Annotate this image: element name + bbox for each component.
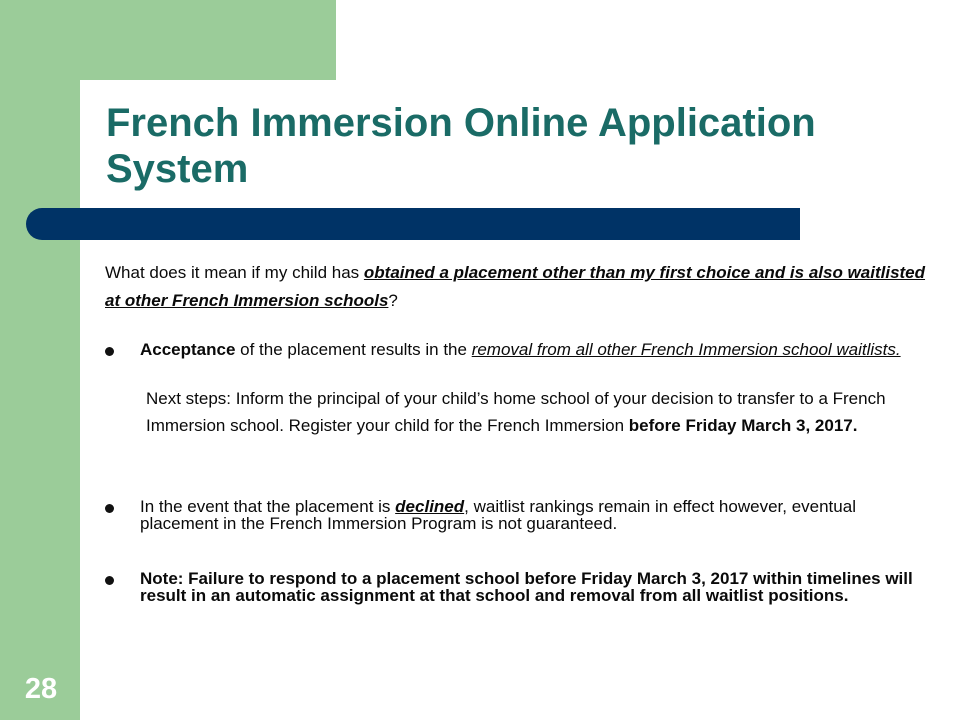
next-steps-text bbox=[146, 385, 926, 439]
question-text bbox=[105, 259, 935, 315]
note-text: Note: Failure to respond to a placement school before Friday March 3, 2017 within timelines will result in an automatic assignment at that school and removal from all waitlist positions. bbox=[140, 569, 913, 605]
slide-title: French Immersion Online Application System bbox=[106, 101, 816, 191]
question-post: ? bbox=[388, 291, 398, 310]
acceptance-label: Acceptance bbox=[140, 340, 236, 359]
bullet-text bbox=[140, 341, 930, 358]
title-underline-bar bbox=[26, 208, 800, 240]
bullet-dot bbox=[105, 347, 114, 356]
question-pre: What does it mean if my child has bbox=[105, 263, 364, 282]
bullet-text bbox=[140, 498, 930, 532]
declined-pre: In the event that the placement is bbox=[140, 497, 396, 516]
acceptance-text: of the placement results in the bbox=[235, 340, 472, 359]
next-steps-deadline: before Friday March 3, 2017. bbox=[628, 416, 858, 435]
left-green-band bbox=[0, 0, 80, 720]
declined-emphasis: declined bbox=[395, 497, 465, 516]
bullet-text bbox=[140, 570, 930, 604]
question-emphasis: obtained a placement other than my first choice and is also waitlisted at other French Immersion schools bbox=[105, 263, 926, 310]
bullet-dot bbox=[105, 504, 114, 513]
next-steps-body: Next steps: Inform the principal of your child’s home school of your decision to transfer to a French Immersion school. Register your child for the French Immersion bbox=[146, 389, 886, 435]
bullet-dot bbox=[105, 576, 114, 585]
declined-post: , waitlist rankings remain in effect however, eventual placement in the French Immersion Program is not guaranteed. bbox=[140, 497, 856, 533]
top-green-band bbox=[80, 0, 336, 80]
acceptance-underlined: removal from all other French Immersion school waitlists. bbox=[471, 340, 901, 359]
slide-number: 28 bbox=[24, 673, 58, 705]
